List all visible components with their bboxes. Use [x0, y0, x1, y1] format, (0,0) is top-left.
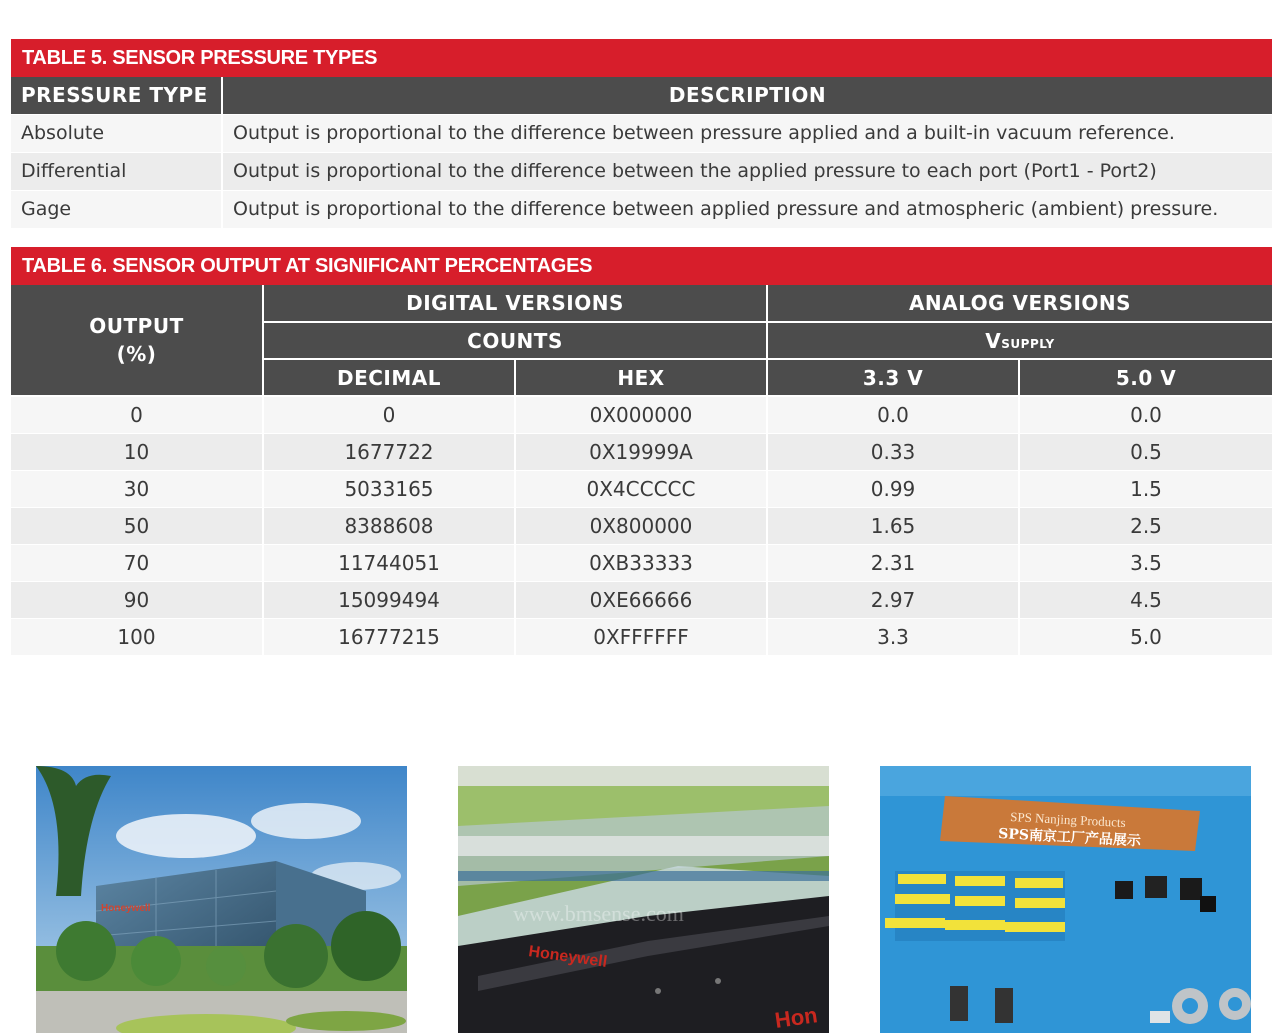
v33-cell: 0.0 [767, 396, 1019, 433]
table-row [11, 618, 1272, 655]
v33-cell: 2.31 [767, 544, 1019, 581]
v50-cell: 4.5 [1019, 581, 1272, 618]
output-cell: 50 [11, 507, 263, 544]
description-cell: Output is proportional to the difference between applied pressure and atmospheric (ambient) pressure. [222, 190, 1272, 228]
hex-cell: 0XB33333 [515, 544, 767, 581]
v50-cell: 5.0 [1019, 618, 1272, 655]
decimal-cell: 15099494 [263, 581, 515, 618]
decimal-cell: 8388608 [263, 507, 515, 544]
digital-versions-header: DIGITAL VERSIONS [263, 285, 767, 322]
table-row [11, 581, 1272, 618]
pressure-type-cell: Differential [11, 152, 222, 190]
description-header: DESCRIPTION [668, 83, 827, 108]
v33-cell: 1.65 [767, 507, 1019, 544]
product-display-illustration [880, 766, 1251, 1033]
output-cell: 10 [11, 433, 263, 470]
v50-cell: 2.5 [1019, 507, 1272, 544]
output-cell: 100 [11, 618, 263, 655]
table-row [11, 544, 1272, 581]
table5-title: TABLE 5. SENSOR PRESSURE TYPES [11, 39, 1272, 77]
showroom-logo: Honeywell [527, 943, 609, 971]
decimal-cell: 16777215 [263, 618, 515, 655]
vsupply-header [767, 322, 1272, 359]
v50-cell: 0.5 [1019, 433, 1272, 470]
decimal-cell: 0 [263, 396, 515, 433]
counts-header: COUNTS [263, 322, 767, 359]
v33-header: 3.3 V [767, 359, 1019, 396]
table-row [11, 152, 1272, 190]
showroom-logo-partial: Hon [773, 1002, 820, 1033]
decimal-header: DECIMAL [263, 359, 515, 396]
v50-cell: 0.0 [1019, 396, 1272, 433]
description-cell: Output is proportional to the difference between the applied pressure to each port (Port1 - Port2) [222, 152, 1272, 190]
v50-cell: 1.5 [1019, 470, 1272, 507]
hex-cell: 0XE66666 [515, 581, 767, 618]
table-row [11, 114, 1272, 152]
v33-cell: 0.99 [767, 470, 1019, 507]
building-illustration [36, 766, 407, 1033]
building-photo [36, 766, 407, 1033]
hex-cell: 0X000000 [515, 396, 767, 433]
building-logo: Honeywell [101, 903, 151, 914]
pressure-type-header: PRESSURE TYPE [11, 77, 222, 114]
hex-cell: 0XFFFFFF [515, 618, 767, 655]
output-cell: 90 [11, 581, 263, 618]
output-cell: 0 [11, 396, 263, 433]
decimal-cell: 1677722 [263, 433, 515, 470]
v33-cell: 3.3 [767, 618, 1019, 655]
hex-cell: 0X800000 [515, 507, 767, 544]
hex-header: HEX [515, 359, 767, 396]
output-header-line2: (%) [116, 342, 157, 366]
pressure-types-table [11, 77, 1272, 228]
table6-title: TABLE 6. SENSOR OUTPUT AT SIGNIFICANT PERCENTAGES [11, 247, 1272, 285]
analog-versions-header: ANALOG VERSIONS [767, 285, 1272, 322]
vsupply-main: V [985, 328, 1002, 353]
watermark-text: www.bmsense.com [513, 901, 684, 926]
table-row [11, 190, 1272, 228]
product-display-photo [880, 766, 1251, 1033]
table-row [11, 470, 1272, 507]
hex-cell: 0X4CCCCC [515, 470, 767, 507]
v33-cell: 0.33 [767, 433, 1019, 470]
output-percent-header [11, 285, 263, 396]
pressure-type-cell: Absolute [11, 114, 222, 152]
table-row [11, 507, 1272, 544]
table-row [11, 433, 1272, 470]
vsupply-subscript: SUPPLY [1001, 336, 1055, 351]
output-cell: 30 [11, 470, 263, 507]
display-title-en: SPS Nanjing Products [1009, 809, 1127, 831]
showroom-photo [458, 766, 829, 1033]
pressure-type-cell: Gage [11, 190, 222, 228]
display-title-cn: SPS南京工厂产品展示 [997, 826, 1142, 850]
hex-cell: 0X19999A [515, 433, 767, 470]
output-cell: 70 [11, 544, 263, 581]
output-header-line1: OUTPUT [89, 314, 184, 338]
v50-header: 5.0 V [1019, 359, 1272, 396]
decimal-cell: 5033165 [263, 470, 515, 507]
table-row [11, 396, 1272, 433]
showroom-illustration [458, 766, 829, 1033]
sensor-output-table [11, 285, 1272, 655]
decimal-cell: 11744051 [263, 544, 515, 581]
v50-cell: 3.5 [1019, 544, 1272, 581]
description-cell: Output is proportional to the difference between pressure applied and a built-in vacuum reference. [222, 114, 1272, 152]
v33-cell: 2.97 [767, 581, 1019, 618]
